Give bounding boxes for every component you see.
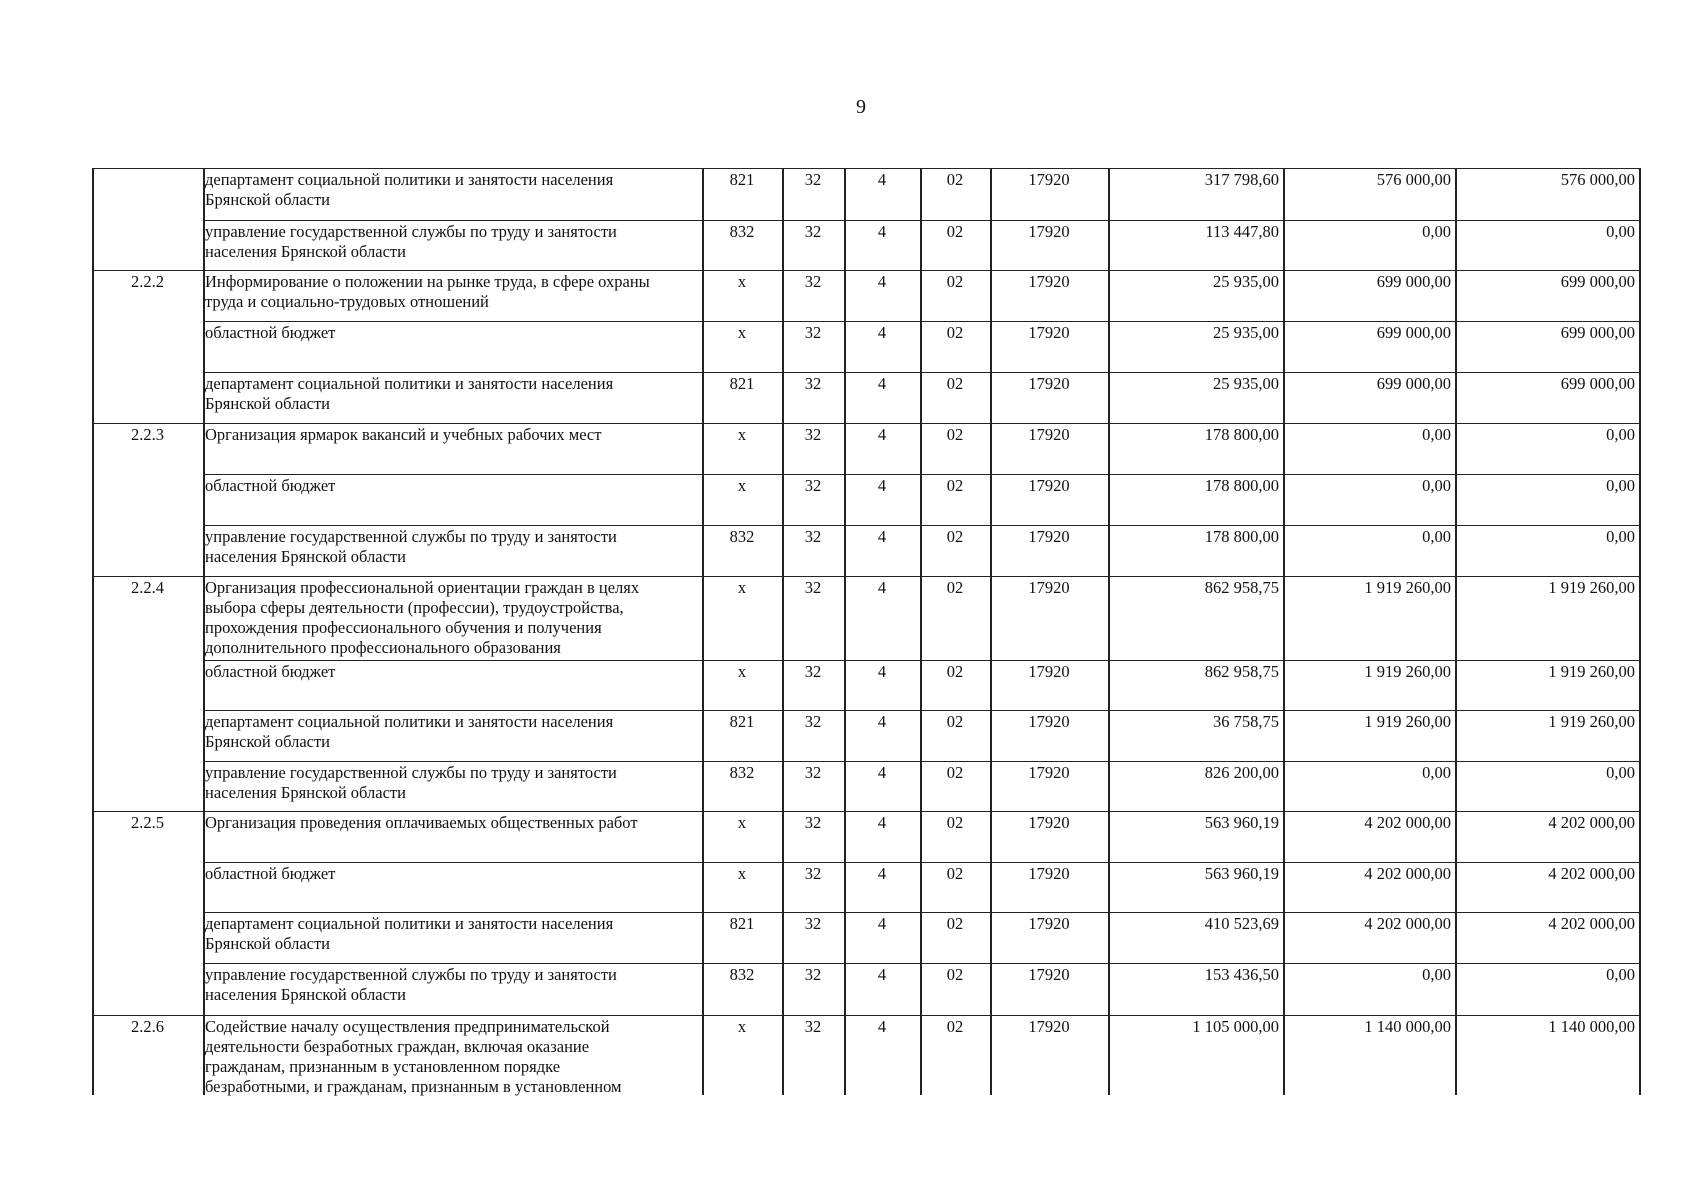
row-border (92, 1015, 1639, 1016)
amount-year-3: 1 919 260,00 (1548, 578, 1635, 597)
column-border (920, 168, 922, 1095)
description-line: Информирование о положении на рынке труда, в сфере охраны (205, 272, 650, 291)
subsection-code: 4 (877, 914, 887, 933)
amount-year-2: 0,00 (1422, 527, 1451, 546)
admin-code: x (737, 864, 747, 883)
item-description (205, 222, 698, 262)
amount-year-1: 826 200,00 (1204, 763, 1279, 782)
amount-year-3: 4 202 000,00 (1548, 914, 1635, 933)
description-line: Брянской области (205, 190, 331, 209)
budget-table (92, 168, 1639, 1095)
column-border (1455, 168, 1457, 1095)
amount-year-1: 178 800,00 (1204, 527, 1279, 546)
subsection-code: 4 (877, 965, 887, 984)
description-line: департамент социальной политики и занятости населения (205, 170, 614, 189)
amount-year-3: 0,00 (1606, 527, 1635, 546)
subsection-code: 4 (877, 712, 887, 731)
description-line: областной бюджет (205, 323, 336, 342)
description-line: областной бюджет (205, 864, 336, 883)
amount-year-3: 576 000,00 (1560, 170, 1635, 189)
target-code: 17920 (1028, 527, 1070, 546)
subsection-code: 4 (877, 374, 887, 393)
target-code: 17920 (1028, 864, 1070, 883)
amount-year-3: 4 202 000,00 (1548, 813, 1635, 832)
amount-year-2: 699 000,00 (1376, 272, 1451, 291)
row-border (92, 270, 1639, 271)
item-description (205, 170, 698, 210)
admin-code: 832 (729, 527, 755, 546)
amount-year-3: 699 000,00 (1560, 323, 1635, 342)
subsection-code: 4 (877, 578, 887, 597)
item-description (205, 914, 698, 954)
item-description (205, 272, 698, 312)
program-code: 02 (946, 272, 964, 291)
subsection-code: 4 (877, 222, 887, 241)
amount-year-3: 1 919 260,00 (1548, 712, 1635, 731)
admin-code: x (737, 662, 747, 681)
amount-year-3: 0,00 (1606, 965, 1635, 984)
target-code: 17920 (1028, 1017, 1070, 1036)
amount-year-2: 1 140 000,00 (1364, 1017, 1451, 1036)
amount-year-1: 317 798,60 (1204, 170, 1279, 189)
admin-code: 832 (729, 222, 755, 241)
amount-year-2: 699 000,00 (1376, 374, 1451, 393)
amount-year-1: 862 958,75 (1204, 662, 1279, 681)
description-line: населения Брянской области (205, 242, 406, 261)
item-description (205, 425, 698, 445)
amount-year-1: 1 105 000,00 (1192, 1017, 1279, 1036)
amount-year-3: 1 919 260,00 (1548, 662, 1635, 681)
section-code: 32 (804, 222, 822, 241)
item-description (205, 813, 698, 833)
amount-year-1: 113 447,80 (1205, 222, 1279, 241)
column-border (702, 168, 704, 1095)
amount-year-3: 0,00 (1606, 425, 1635, 444)
subsection-code: 4 (877, 170, 887, 189)
amount-year-1: 25 935,00 (1213, 374, 1279, 393)
item-number: 2.2.5 (131, 813, 164, 832)
admin-code: 821 (729, 374, 755, 393)
amount-year-2: 0,00 (1422, 763, 1451, 782)
target-code: 17920 (1028, 170, 1070, 189)
program-code: 02 (946, 864, 964, 883)
description-line: управление государственной службы по труду и занятости (205, 222, 617, 241)
target-code: 17920 (1028, 578, 1070, 597)
subsection-code: 4 (877, 527, 887, 546)
amount-year-2: 0,00 (1422, 476, 1451, 495)
amount-year-2: 1 919 260,00 (1364, 712, 1451, 731)
admin-code: x (737, 272, 747, 291)
amount-year-2: 0,00 (1422, 965, 1451, 984)
column-border (782, 168, 784, 1095)
description-line: департамент социальной политики и занятости населения (205, 712, 614, 731)
amount-year-2: 576 000,00 (1376, 170, 1451, 189)
column-border (844, 168, 846, 1095)
item-description (205, 965, 698, 1005)
column-border (990, 168, 992, 1095)
description-line: управление государственной службы по труду и занятости (205, 527, 617, 546)
amount-year-1: 563 960,19 (1204, 864, 1279, 883)
description-line: областной бюджет (205, 476, 336, 495)
target-code: 17920 (1028, 476, 1070, 495)
target-code: 17920 (1028, 712, 1070, 731)
amount-year-3: 0,00 (1606, 222, 1635, 241)
admin-code: x (737, 476, 747, 495)
admin-code: 821 (729, 712, 755, 731)
subsection-code: 4 (877, 662, 887, 681)
section-code: 32 (804, 323, 822, 342)
section-code: 32 (804, 813, 822, 832)
target-code: 17920 (1028, 813, 1070, 832)
subsection-code: 4 (877, 476, 887, 495)
description-line: Организация ярмарок вакансий и учебных рабочих мест (205, 425, 602, 444)
page-number: 9 (856, 96, 866, 118)
target-code: 17920 (1028, 763, 1070, 782)
description-line: Содействие началу осуществления предпринимательской (205, 1017, 610, 1036)
amount-year-2: 4 202 000,00 (1364, 914, 1451, 933)
subsection-code: 4 (877, 1017, 887, 1036)
amount-year-2: 1 919 260,00 (1364, 662, 1451, 681)
program-code: 02 (946, 222, 964, 241)
admin-code: x (737, 323, 747, 342)
admin-code: x (737, 1017, 747, 1036)
item-description (205, 662, 698, 682)
program-code: 02 (946, 374, 964, 393)
amount-year-2: 4 202 000,00 (1364, 864, 1451, 883)
subsection-code: 4 (877, 763, 887, 782)
amount-year-1: 153 436,50 (1204, 965, 1279, 984)
admin-code: 832 (729, 965, 755, 984)
description-line: областной бюджет (205, 662, 336, 681)
description-line: населения Брянской области (205, 547, 406, 566)
item-description (205, 374, 698, 414)
section-code: 32 (804, 374, 822, 393)
amount-year-3: 0,00 (1606, 763, 1635, 782)
description-line: департамент социальной политики и занятости населения (205, 914, 614, 933)
amount-year-3: 699 000,00 (1560, 374, 1635, 393)
section-code: 32 (804, 763, 822, 782)
amount-year-2: 699 000,00 (1376, 323, 1451, 342)
section-code: 32 (804, 914, 822, 933)
description-line: гражданам, признанным в установленном порядке (205, 1057, 561, 1076)
description-line: управление государственной службы по труду и занятости (205, 965, 617, 984)
target-code: 17920 (1028, 425, 1070, 444)
item-number: 2.2.3 (131, 425, 164, 444)
item-description (205, 712, 698, 752)
subsection-code: 4 (877, 323, 887, 342)
amount-year-1: 178 800,00 (1204, 425, 1279, 444)
program-code: 02 (946, 712, 964, 731)
description-line: деятельности безработных граждан, включая оказание (205, 1037, 590, 1056)
description-line: безработными, и гражданам, признанным в установленном (205, 1077, 622, 1096)
row-border (92, 423, 1639, 424)
amount-year-3: 699 000,00 (1560, 272, 1635, 291)
program-code: 02 (946, 763, 964, 782)
row-border (92, 811, 1639, 812)
description-line: Брянской области (205, 394, 331, 413)
section-code: 32 (804, 662, 822, 681)
item-description (205, 1017, 698, 1097)
amount-year-1: 25 935,00 (1213, 272, 1279, 291)
description-line: Брянской области (205, 732, 331, 751)
program-code: 02 (946, 1017, 964, 1036)
description-line: прохождения профессионального обучения и получения (205, 618, 602, 637)
section-code: 32 (804, 425, 822, 444)
program-code: 02 (946, 527, 964, 546)
subsection-code: 4 (877, 864, 887, 883)
column-border (1639, 168, 1641, 1095)
target-code: 17920 (1028, 965, 1070, 984)
description-line: труда и социально-трудовых отношений (205, 292, 489, 311)
item-description (205, 476, 698, 496)
amount-year-2: 0,00 (1422, 425, 1451, 444)
subsection-code: 4 (877, 813, 887, 832)
section-code: 32 (804, 527, 822, 546)
amount-year-1: 36 758,75 (1213, 712, 1279, 731)
item-description (205, 578, 698, 658)
admin-code: 832 (729, 763, 755, 782)
section-code: 32 (804, 965, 822, 984)
target-code: 17920 (1028, 662, 1070, 681)
program-code: 02 (946, 170, 964, 189)
admin-code: 821 (729, 914, 755, 933)
item-number: 2.2.2 (131, 272, 164, 291)
target-code: 17920 (1028, 374, 1070, 393)
amount-year-2: 0,00 (1422, 222, 1451, 241)
program-code: 02 (946, 578, 964, 597)
description-line: населения Брянской области (205, 783, 406, 802)
program-code: 02 (946, 323, 964, 342)
subsection-code: 4 (877, 425, 887, 444)
description-line: департамент социальной политики и занятости населения (205, 374, 614, 393)
program-code: 02 (946, 662, 964, 681)
admin-code: 821 (729, 170, 755, 189)
program-code: 02 (946, 965, 964, 984)
amount-year-3: 0,00 (1606, 476, 1635, 495)
amount-year-1: 410 523,69 (1204, 914, 1279, 933)
description-line: Организация проведения оплачиваемых общественных работ (205, 813, 638, 832)
section-code: 32 (804, 864, 822, 883)
program-code: 02 (946, 813, 964, 832)
description-line: управление государственной службы по труду и занятости (205, 763, 617, 782)
section-code: 32 (804, 170, 822, 189)
admin-code: x (737, 813, 747, 832)
admin-code: x (737, 578, 747, 597)
target-code: 17920 (1028, 272, 1070, 291)
item-description (205, 763, 698, 803)
description-line: выбора сферы деятельности (профессии), трудоустройства, (205, 598, 624, 617)
amount-year-1: 25 935,00 (1213, 323, 1279, 342)
item-description (205, 864, 698, 884)
item-number: 2.2.4 (131, 578, 164, 597)
description-line: населения Брянской области (205, 985, 406, 1004)
item-description (205, 527, 698, 567)
description-line: дополнительного профессионального образования (205, 638, 561, 657)
description-line: Брянской области (205, 934, 331, 953)
description-line: Организация профессиональной ориентации граждан в целях (205, 578, 640, 597)
target-code: 17920 (1028, 914, 1070, 933)
section-code: 32 (804, 272, 822, 291)
row-border (92, 168, 1639, 169)
amount-year-2: 1 919 260,00 (1364, 578, 1451, 597)
amount-year-3: 1 140 000,00 (1548, 1017, 1635, 1036)
amount-year-1: 178 800,00 (1204, 476, 1279, 495)
section-code: 32 (804, 712, 822, 731)
program-code: 02 (946, 914, 964, 933)
program-code: 02 (946, 425, 964, 444)
item-number: 2.2.6 (131, 1017, 164, 1036)
item-description (205, 323, 698, 343)
section-code: 32 (804, 476, 822, 495)
amount-year-1: 563 960,19 (1204, 813, 1279, 832)
amount-year-1: 862 958,75 (1204, 578, 1279, 597)
section-code: 32 (804, 1017, 822, 1036)
target-code: 17920 (1028, 323, 1070, 342)
column-border (92, 168, 94, 1095)
section-code: 32 (804, 578, 822, 597)
program-code: 02 (946, 476, 964, 495)
amount-year-2: 4 202 000,00 (1364, 813, 1451, 832)
row-border (92, 576, 1639, 577)
admin-code: x (737, 425, 747, 444)
target-code: 17920 (1028, 222, 1070, 241)
column-border (1108, 168, 1110, 1095)
subsection-code: 4 (877, 272, 887, 291)
amount-year-3: 4 202 000,00 (1548, 864, 1635, 883)
column-border (1283, 168, 1285, 1095)
